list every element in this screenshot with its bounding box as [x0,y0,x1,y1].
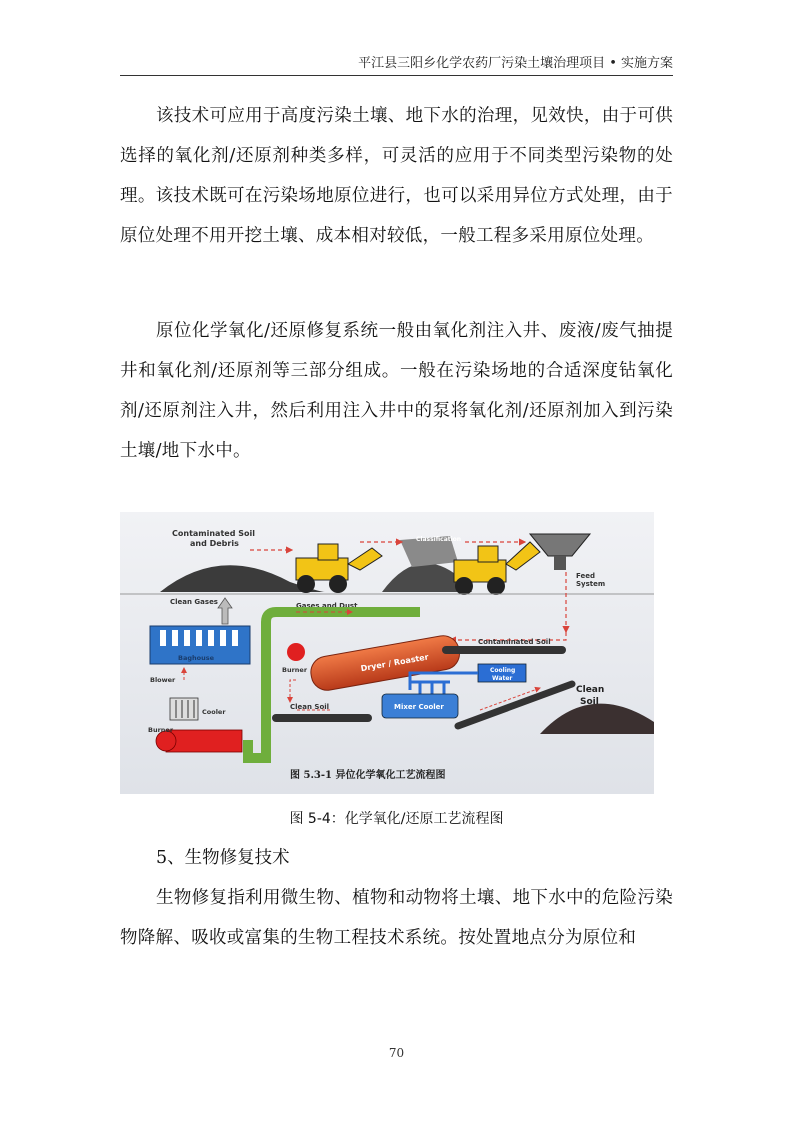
label-classification: Classification [416,536,462,543]
process-flow-diagram [120,512,654,794]
figure-inner-caption: 图 5.3-1 异位化学氧化工艺流程图 [290,770,446,781]
clean-soil-conveyor [272,714,372,722]
label-water: Water [492,675,513,682]
label-blower: Blower [150,676,176,684]
header-rule [120,75,673,76]
label-baghouse: Baghouse [178,654,214,662]
label-contaminated-soil: Contaminated Soil [478,638,551,646]
top-burner [287,643,305,661]
figure-caption: 图 5-4：化学氧化/还原工艺流程图 [289,811,504,827]
section-heading: 5、生物修复技术 [156,848,290,868]
label-clean: Clean [576,685,605,695]
paragraph-1: 该技术可应用于高度污染土壤、地下水的治理，见效快，由于可供选择的氧化剂/还原剂种类多样，可灵活的应用于不同类型污染物的处理。该技术既可在污染场地原位进行，也可以采用异位方式处理，由于原位处理不用开挖土壤、成本相对较低，一般工程多采用原位处理。 [120,106,673,246]
page-number: 70 [388,1046,405,1060]
label-gases-and-dust: Gases and Dust [296,602,358,610]
label-cooling: Cooling [490,667,516,674]
feed-conveyor [442,646,566,654]
label-clean-soil-belt: Clean Soil [290,703,330,711]
process-flow-figure [120,512,654,794]
bottom-burner [166,730,242,752]
label-mixer-cooler: Mixer Cooler [394,703,444,711]
label-dryer-roaster: Dryer / Roaster [360,652,430,674]
label-soil: Soil [580,697,599,707]
label-feed: Feed [576,572,596,580]
label-clean-gases: Clean Gases [170,598,218,606]
label-burner-top: Burner [282,666,308,674]
label-cooler: Cooler [202,708,226,716]
label-contaminated-soil-debris: Contaminated Soil [172,529,255,538]
paragraph-2: 原位化学氧化/还原修复系统一般由氧化剂注入井、废液/废气抽提井和氧化剂/还原剂等三部分组成。一般在污染场地的合适深度钻氧化剂/还原剂注入井，然后利用注入井中的泵将氧化剂/还原剂加入到污染土壤/地下水中。 [120,321,673,461]
label-system: System [576,580,606,588]
label-and-debris: and Debris [190,539,239,548]
label-burner-bottom: Burner [148,726,174,734]
paragraph-3: 生物修复指利用微生物、植物和动物将土壤、地下水中的危险污染物降解、吸收或富集的生物工程技术系统。按处置地点分为原位和 [120,888,673,948]
page-header: 平江县三阳乡化学农药厂污染土壤治理项目 • 实施方案 [358,56,673,71]
